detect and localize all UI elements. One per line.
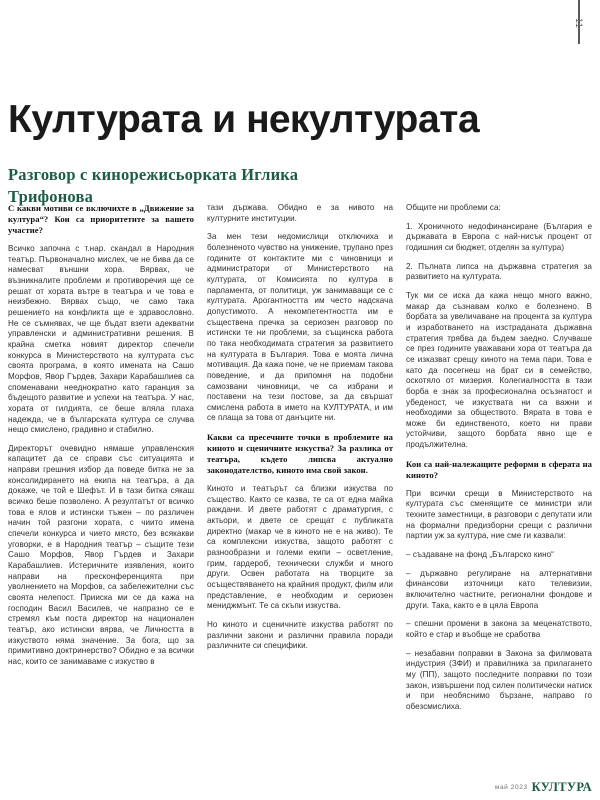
body-paragraph: – спешни промени в закона за меценатството, който е стар и въобще не сработва [406, 619, 592, 639]
publication-brand: КУЛТУРА [531, 780, 592, 794]
body-paragraph: При всички срещи в Министерството на културата със сменящите се министри или техните заместници, в разговори с депутати или на формални предизборни срещи с различни партии уж за култура, ние сме ги казвали: [406, 488, 592, 541]
body-paragraph: Киното и театърът са близки изкуства по същество. Както се казва, те са от една майка раждани. И двете работят с драматургия, с актьори, и двете се срещат с публиката директно (макар че в киното не е на живо). Те са комплексни изкуства, защото работят с разнообразни и големи екипи – осветление, грим, гардероб, технически служби и много други. Освен работата на творците за осъществяването на крайния продукт, филм или представление, е необходим и сериозен мениджмънт. Те са скъпи изкуства. [207, 484, 393, 611]
body-paragraph: 1. Хроничното недофинансиране (България е държавата в Европа с най-нисък процент от годишния си бюджет, отделян за култура) [406, 221, 592, 252]
body-paragraph: Тук ми се иска да кажа нещо много важно, макар да съзнавам колко е болезнено. В борбата за увеличаване на процента за култура и изработването на изстраданата държавна стратегия трябва да бъдем заедно. Случваше се през годините уважавани хора от театъра да се изказват срещу киното на тема пари. Това е като да посегнеш на брат си в семейство, оскотяло от мизерия. Колегиалността в тази борба е знак за професионална осъзнатост и убеденост, че изкуствата ни са важни и необходими за обществото. Вярата в това е може би единственото, което ни прави устойчиви, защото борбата явно ще е продължителна. [406, 290, 592, 450]
article-columns [8, 203, 592, 773]
headline-part-two: културата [289, 98, 480, 142]
page-title [8, 98, 592, 142]
interview-question: Какви са пресечните точки в проблемите на киното и сценичните изкуства? За разлика от театъра, където липсва актуално законодателство, киното има свой закон. [207, 432, 393, 476]
body-paragraph: Директорът очевидно нямаше управленския капацитет да се справи със ситуацията и направи грешния избор да поведе битка не за консолидирането на екипа на театъра, а да докаже, че той е Шефът. И в тази битка сякаш всичко беше позволено. А резултатът от всичко това е ялов и истински тъжен – по различен начин той разгони хората, с чиито имена спечели конкурса и чието място, без всякакви уговорки, е в Народния театър – същите тези Сашо Морфов, Явор Гърдев и Захари Карабашлиев. Истеричните изявления, които направи на пресконференцията при уволнението на Морфов, са забележителни със своята нелепост. Прииска ми се да кажа на господин Васил Василев, че напразно се е стремял към поста директор на национален театър, ако истински вярва, че Личността в изкуството няма значение. За бога, що за примитивно доктринерство? Обидно е за всички нас, които се занимаваме с изкуство в [8, 443, 194, 666]
issue-date: май 2023 [494, 784, 528, 791]
interview-question: С какви мотиви се включихте в „Движение за култура“? Кои са приоритетите за вашето участие? [8, 203, 194, 235]
text-column-2 [207, 203, 393, 773]
page-footer [8, 778, 592, 794]
body-paragraph: Всичко започна с т.нар. скандал в Народния театър. Първоначално мислех, че не бива да се намесват външни хора. Вярвах, че възникналите проблеми и противоречия ще се решат от хората вътре в театъра и че това е неизбежно. Вярвах също, че само така решението на конфликта ще е здравословно. Не се съмнявах, че ще бъдат взети адекватни управленски и административни решения. В крайна сметка новият директор спечели конкурса в Министерството на културата със своята програма, в която имената на Сашо Морфов, Явор Гърдев, Захари Карабашлиев са споменавани нееднократно като гаранция за бъдещото развитие и успехи на театъра. У нас, хората от гилдията, се беше вляла плаха надежда, че в българската култура се случва нещо смислено, градивно и стабилно. [8, 244, 194, 435]
body-paragraph: – незабавни поправки в Закона за филмовата индустрия (ЗФИ) и правилника за прилагането му (ПП), защото последните поправки по този закон, извършени под силен политически натиск и при необяснимо бързане, направо го обезсмислиха. [406, 648, 592, 711]
interview-question: Кои са най-належащите реформи в сферата на киното? [406, 458, 592, 480]
headline-part-one: Културата и [8, 98, 247, 142]
body-paragraph: За мен тези недомислици отключиха и болезненото чувство на унижение, трупано през годините от контактите ми с чиновници и администратори от Министерството на културата, от Комисията по култура в парламента, от политици, уж занимаващи се с културата. Арогантността им често надскача допустимото. А некомпетентността им е съществена пречка за сериозен разговор по истински те ни проблеми, за същинска работа по така необходимата стратегия за развитието на културата в България. Това е моята лична мотивация. Да кажа поне, че не приемам такова поведение, и да припомня на подобни самозвани чиновници, че са избрани и поставени на тези постове, за да свършат смислена работа в името на КУЛТУРАТА, и им се плаща за това от данъците ни. [207, 232, 393, 423]
headline-emphasis: не [246, 98, 290, 142]
text-column-3 [406, 203, 592, 773]
body-paragraph: тази държава. Обидно е за нивото на културните институции. [207, 203, 393, 223]
body-paragraph: Общите ни проблеми са: [406, 203, 501, 212]
body-paragraph: – създаване на фонд „Българско кино“ [406, 550, 554, 560]
body-paragraph: – държавно регулиране на алтернативни финансови източници като телевизии, включително частните, регионални фондове и други. Така, както е в цяла Европа [406, 568, 592, 610]
body-paragraph: 2. Пълната липса на държавна стратегия за развитието на културата. [406, 261, 592, 282]
body-paragraph: Но киното и сценичните изкуства работят по различни закони и различни правила поради различните си специфики. [207, 620, 393, 651]
article-deck: Разговор с кинорежисьорката Иглика Трифонова [8, 164, 299, 206]
folio-page-number: 11 [574, 18, 584, 29]
text-column-1 [8, 203, 194, 773]
